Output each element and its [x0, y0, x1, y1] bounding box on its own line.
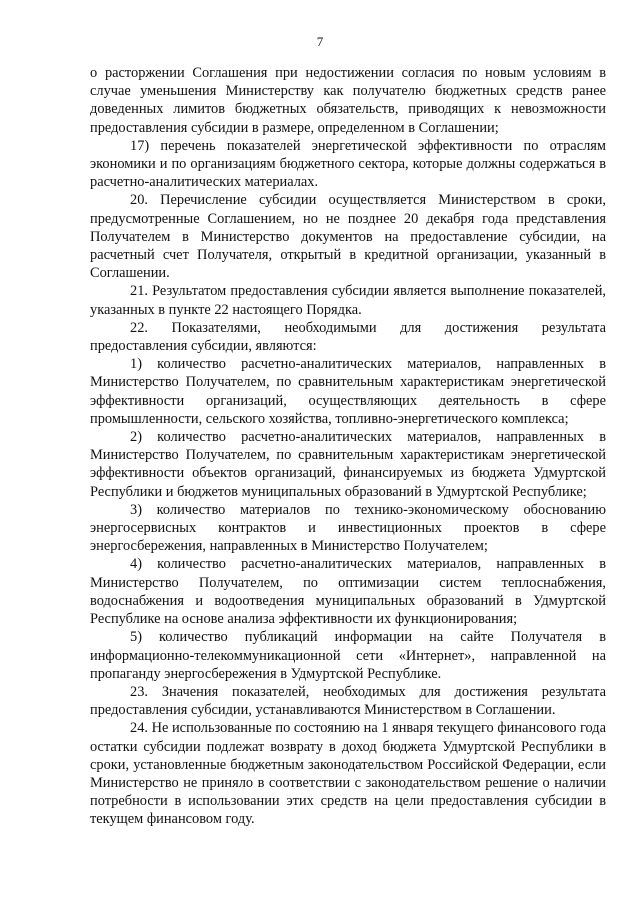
- paragraph-clause-22-item-2: 2) количество расчетно-аналитических материалов, направленных в Министерство Получателем, по сравнительным характеристикам энергетической эффективности объектов организаций, финансируемых из бюджета Удмуртской Республики и бюджетов муниципальных образований в Удмуртской Республике;: [90, 429, 606, 500]
- paragraph-item-17: 17) перечень показателей энергетической эффективности по отраслям экономики и по организациям бюджетного сектора, которые должны содержаться в расчетно-аналитических материалах.: [90, 137, 606, 191]
- paragraph-clause-21: 21. Результатом предоставления субсидии является выполнение показателей, указанных в пункте 22 настоящего Порядка.: [90, 283, 606, 318]
- paragraph-clause-22-item-1: 1) количество расчетно-аналитических материалов, направленных в Министерство Получателем, по сравнительным характеристикам энергетической эффективности организаций, осуществляющих деятельность в сфере промышленности, сельского хозяйства, топливно-энергетического комплекса;: [90, 356, 606, 427]
- paragraph-clause-22-item-3: 3) количество материалов по технико-экономическому обоснованию энергосервисных контрактов и инвестиционных проектов в сфере энергосбережения, направленных в Министерство Получателем;: [90, 501, 606, 555]
- paragraph-clause-23: 23. Значения показателей, необходимых для достижения результата предоставления субсидии, устанавливаются Министерством в Соглашении.: [90, 683, 606, 719]
- paragraph-clause-22: 22. Показателями, необходимыми для достижения результата предоставления субсидии, являются:: [90, 319, 606, 355]
- paragraph-continuation: о расторжении Соглашения при недостижении согласия по новым условиям в случае уменьшения Министерству как получателю бюджетных средств ранее доведенных лимитов бюджетных обязательств, приводящих к невозможности предоставления субсидии в размере, определенном в Соглашении;: [90, 65, 606, 136]
- paragraph-clause-20: 20. Перечисление субсидии осуществляется Министерством в сроки, предусмотренные Соглашением, но не позднее 20 декабря года представления Получателем в Министерство документов на предоставление субсидии, на расчетный счет Получателя, открытый в кредитной организации, указанный в Соглашении.: [90, 192, 606, 282]
- paragraph-clause-22-item-5: 5) количество публикаций информации на сайте Получателя в информационно-телекоммуникационной сети «Интернет», направленной на пропаганду энергосбережения в Удмуртской Республике.: [90, 629, 606, 682]
- document-body: [90, 64, 606, 829]
- page-number: 7: [316, 34, 324, 49]
- paragraph-clause-22-item-4: 4) количество расчетно-аналитических материалов, направленных в Министерство Получателем, по оптимизации систем теплоснабжения, водоснабжения и водоотведения муниципальных образований в Удмуртской Республике на основе анализа эффективности их функционирования;: [90, 556, 606, 628]
- paragraph-clause-24: 24. Не использованные по состоянию на 1 января текущего финансового года остатки субсидии подлежат возврату в доход бюджета Удмуртской Республики в сроки, установленные бюджетным законодательством Российской Федерации, если Министерство не приняло в соответствии с законодательством решение о наличии потребности в использовании этих средств на цели предоставления субсидии в текущем финансовом году.: [90, 720, 606, 828]
